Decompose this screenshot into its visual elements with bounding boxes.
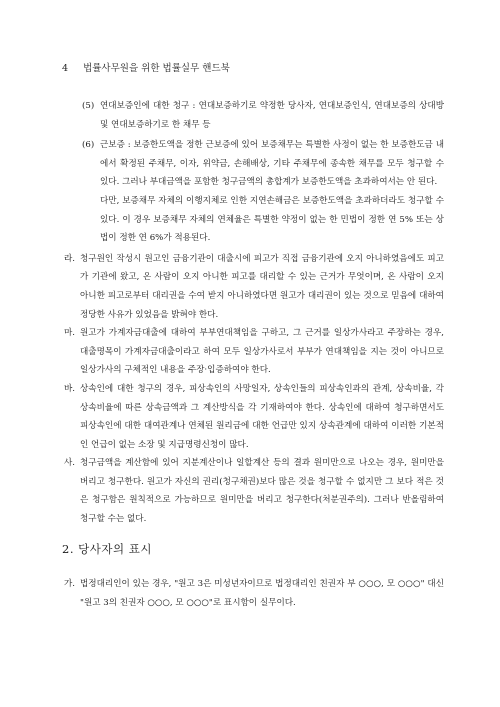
paragraph-5	[62, 97, 444, 134]
paragraph-sa	[62, 454, 444, 528]
paragraph-text: 다만, 보증채무 자체의 이행지체로 인한 지연손해금은 보증한도액을 초과하더라도 청구할 수 있다. 이 경우 보증채무 자체의 연체율은 특별한 약정이 없는 한 민법이 정한 연 5% 또는 상법이 정한 연 6%가 적용된다.	[100, 195, 444, 244]
paragraph-6-continued	[62, 192, 444, 248]
paragraph-text: 연대보증인에 대한 청구 : 연대보증하기로 약정한 당사자, 연대보증인식, 연대보증의 상대방 및 연대보증하기로 한 채무 등	[100, 101, 444, 130]
section-heading: 2. 당사자의 표시	[62, 542, 152, 556]
paragraph-marker: 가.	[64, 579, 76, 589]
paragraph-text: 청구원인 작성시 원고인 금융기관이 대출시에 피고가 직접 금융기관에 오지 아니하였음에도 피고가 기관에 왔고, 온 사람이 오지 아니한 피고를 대리할 수 있는 근거가 무엇이며, 온 사람이 오지 아니한 피고로부터 대리권을 수여 받지 아니하였다면 원고가 대리권이 있는 것으로 믿음에 대하여 정당한 사유가 있었음을 밝혀야 한다.	[80, 253, 444, 320]
paragraph-marker: 바.	[64, 383, 76, 394]
paragraph-marker: (5)	[82, 101, 95, 111]
paragraph-ra	[62, 250, 444, 324]
paragraph-6	[62, 136, 444, 192]
paragraph-ba	[62, 380, 444, 454]
section-body	[62, 575, 444, 612]
body-content	[62, 97, 444, 529]
running-header	[62, 60, 230, 74]
paragraph-marker: 라.	[64, 253, 76, 264]
paragraph-ga	[62, 575, 444, 612]
paragraph-marker: (6)	[82, 140, 95, 151]
paragraph-ma	[62, 324, 444, 380]
paragraph-text: 근보증 : 보증한도액을 정한 근보증에 있어 보증채무는 특별한 사정이 없는 한 보증한도금 내에서 확정된 주채무, 이자, 위약금, 손해배상, 기타 주채무에 종속한 채무를 모두 청구할 수 있다. 그러나 부대금액을 포함한 청구금액의 총합계가 보증한도액을 초과하여서는 안 된다.	[100, 140, 444, 188]
running-title: 법률사무원을 위한 법률실무 핸드북	[83, 63, 230, 74]
paragraph-marker: 사.	[64, 458, 76, 469]
paragraph-marker: 마.	[64, 328, 76, 339]
paragraph-text: 상속인에 대한 청구의 경우, 피상속인의 사망일자, 상속인들의 피상속인과의 관계, 상속비율, 각 상속비율에 따른 상속금액과 그 계산방식을 각 기재하여야 한다. 상속인에 대하여 청구하면서도 피상속인에 대한 대여관계나 연체된 원리금에 대한 언급만 있지 상속관계에 대하여 이러한 기본적인 언급이 없는 소장 및 지급명령신청이 많다.	[80, 383, 444, 450]
paragraph-text: 청구금액을 계산함에 있어 지분계산이나 일할계산 등의 결과 원미만으로 나오는 경우, 원미만을 버리고 청구한다. 원고가 자신의 권리(청구채권)보다 많은 것을 청구할 수 없지만 그 보다 적은 것은 청구함은 원칙적으로 가능하므로 원미만을 버리고 청구한다(처분권주의). 그러나 반올림하여 청구할 수는 없다.	[80, 458, 444, 525]
paragraph-text: 원고가 가계자금대출에 대하여 부부연대책임을 구하고, 그 근거를 일상가사라고 주장하는 경우, 대출명목이 가계자금대출이라고 하여 모두 일상가사로서 부부가 연대책임을 지는 것이 아니므로 일상가사의 구체적인 내용을 주장·입증하여야 한다.	[80, 328, 444, 376]
paragraph-text: 법정대리인이 있는 경우, "원고 3은 미성년자이므로 법정대리인 친권자 부 ○○○, 모 ○○○" 대신 "원고 3의 친권자 ○○○, 모 ○○○"로 표시함이 실무이다.	[80, 579, 444, 608]
page-number: 4	[62, 63, 69, 74]
